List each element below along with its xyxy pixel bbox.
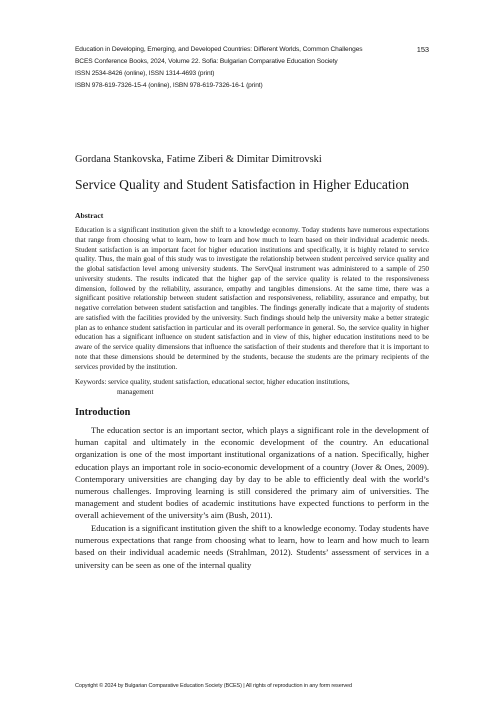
running-header-line-3: ISSN 2534-8426 (online), ISSN 1314-4693 (print) [75, 70, 215, 77]
keywords [75, 378, 429, 397]
keywords-label: Keywords: [75, 378, 107, 386]
keywords-line-2: management [117, 387, 154, 396]
introduction-paragraph-1: The education sector is an important sector, which plays a significant role in the development of human capital and ultimately in the economic development of the country. An educational organization is one of the most important institutional organizations of a nation. Specifically, higher education plays an important role in socio-economic development of a country (Jover & Ones, 2009). Contemporary universities are changing day by day to be able to efficiently deal with the world’s numerous challenges. Improving learning is still considered the primary aim of universities. The management and student bodies of academic institutions have expected functions to perform in the overall achievement of the university’s aim (Bush, 2011). [75, 425, 429, 521]
abstract-heading: Abstract [75, 211, 104, 220]
running-header-line-2: BCES Conference Books, 2024, Volume 22. Sofia: Bulgarian Comparative Education Society [75, 58, 338, 65]
introduction-paragraph-2: Education is a significant institution given the shift to a knowledge economy. Today students have numerous expectations that range from choosing what to learn, how to learn and how much to learn based on their individual academic needs (Strahlman, 2012). Students’ assessment of services in a university can be seen as one of the internal quality [75, 523, 429, 570]
copyright-footer: Copyright © 2024 by Bulgarian Comparative Education Society (BCES) | All rights of reproduction in any form reserved [75, 683, 352, 689]
keywords-line-1: service quality, student satisfaction, educational sector, higher education institutions, [108, 378, 350, 386]
series-title: Education in Developing, Emerging, and Developed Countries: Different Worlds, Common Challenges [75, 46, 363, 53]
paper-title: Service Quality and Student Satisfaction in Higher Education [75, 177, 410, 192]
running-header-line-1 [75, 44, 429, 55]
running-header-line-4: ISBN 978-619-7326-15-4 (online), ISBN 978-619-7326-16-1 (print) [75, 82, 263, 89]
introduction-heading: Introduction [75, 407, 131, 418]
authors: Gordana Stankovska, Fatime Ziberi & Dimitar Dimitrovski [75, 154, 322, 165]
abstract-text: Education is a significant institution given the shift to a knowledge economy. Today students have numerous expectations that range from choosing what to learn, how to learn and how much to learn based on their individual academic needs. Student satisfaction is an important facet for higher education institutions and specifically, it is highly related to service quality. Thus, the main goal of this study was to investigate the relationship between student perceived service quality and the global satisfaction level among university students. The ServQual instrument was administered to a sample of 250 university students. The results indicated that the higher gap of the service quality is related to the responsiveness dimension, followed by the reliability, assurance, empathy and tangibles dimensions. At the same time, there was a significant positive relationship between student satisfaction and responsiveness, reliability, assurance and empathy, but negative correlation between student satisfaction and tangibles. The findings generally indicate that a majority of students are satisfied with the facilities provided by the university. Such findings should help the university make a better strategic plan as to enhance student satisfaction in particular and its overall performance in general. So, the service quality in higher education has a significant influence on student satisfaction and in view of this, higher education institutions need to be aware of the service quality dimensions that influence the satisfaction of their students and therefore that it is important to note that these dimensions should be determined by the students, because the students are the primary recipients of the services provided by the institution. [75, 226, 429, 371]
page-number: 153 [416, 45, 429, 54]
